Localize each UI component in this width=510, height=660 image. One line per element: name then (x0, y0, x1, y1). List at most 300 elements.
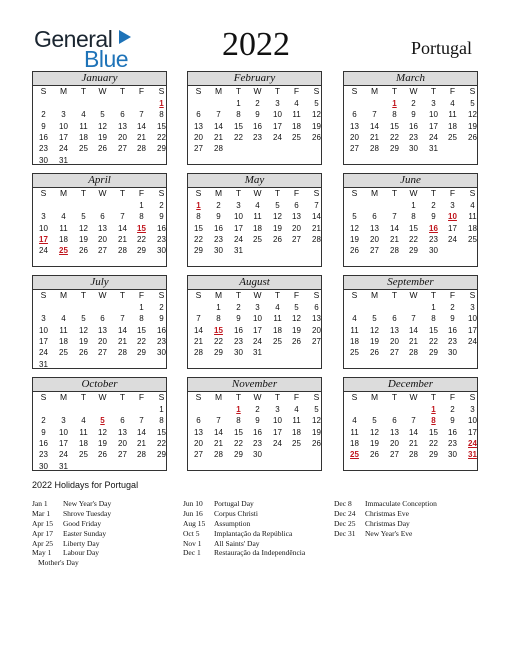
calendar-day: 12 (350, 223, 359, 233)
calendar-day: 6 (120, 416, 125, 426)
calendar-day: 11 (292, 110, 301, 120)
calendar-day: 6 (372, 212, 377, 222)
calendar-day: 16 (448, 427, 457, 437)
calendar-day: 18 (350, 336, 359, 346)
calendar-day: 17 (39, 336, 48, 346)
calendar-day: 6 (100, 212, 105, 222)
month-title: February (188, 72, 321, 86)
calendar-day: 7 (216, 416, 221, 426)
calendar-day: 12 (370, 325, 379, 335)
calendar-day: 22 (157, 438, 166, 448)
weekday-label: T (80, 188, 87, 198)
calendar-day: 14 (137, 121, 146, 131)
calendar-day: 8 (216, 314, 221, 324)
month-title: December (344, 378, 477, 392)
calendar-day: 28 (118, 348, 127, 358)
calendar-day: 29 (157, 144, 166, 154)
calendar-day: 13 (194, 121, 203, 131)
calendar-day: 5 (372, 416, 377, 426)
calendar-day: 26 (312, 132, 321, 142)
calendar-day: 28 (409, 450, 418, 460)
calendar-day: 12 (370, 427, 379, 437)
calendar-day: 18 (448, 121, 457, 131)
calendar-day: 21 (214, 438, 223, 448)
calendar-day: 21 (312, 223, 321, 233)
calendar-day: 22 (157, 132, 166, 142)
calendar-day: 13 (390, 427, 399, 437)
holiday-date: 1 (196, 201, 201, 210)
calendar-day: 5 (81, 212, 86, 222)
calendar-day: 29 (234, 450, 243, 460)
calendar-day: 13 (292, 212, 301, 222)
calendar-day: 27 (118, 144, 127, 154)
calendar-day: 30 (448, 348, 457, 358)
calendar-day: 25 (79, 144, 88, 154)
month-october (32, 377, 167, 471)
generalblue-logo (32, 24, 132, 70)
holiday-entry-date: Mar 1 (32, 508, 51, 518)
calendar-day: 12 (273, 212, 282, 222)
calendar-day: 5 (294, 303, 299, 312)
weekday-label: T (235, 290, 242, 300)
calendar-day: 20 (98, 336, 107, 346)
calendar-day: 14 (194, 325, 203, 335)
calendar-day: 20 (390, 438, 399, 448)
calendar-day: 16 (214, 223, 223, 233)
calendar-day: 15 (429, 325, 438, 335)
holiday-date: 1 (236, 405, 241, 414)
calendar-day: 2 (236, 303, 241, 312)
calendar-day: 15 (390, 121, 399, 131)
calendar-day: 9 (255, 416, 260, 426)
calendar-day: 17 (253, 325, 262, 335)
holiday-entry-date: Dec 31 (334, 528, 356, 538)
calendar-day: 19 (98, 438, 107, 448)
calendar-day: 27 (98, 348, 107, 358)
calendar-day: 7 (392, 212, 397, 222)
calendar-day: 27 (390, 450, 399, 460)
holiday-date: 8 (431, 416, 436, 426)
calendar-day: 19 (370, 438, 379, 448)
month-title: August (188, 276, 321, 290)
weekday-label: S (313, 290, 320, 300)
month-march (343, 71, 478, 165)
calendar-day: 9 (159, 212, 164, 222)
calendar-day: 6 (196, 110, 201, 120)
weekday-label: T (391, 290, 398, 300)
calendar-day: 16 (448, 325, 457, 335)
calendar-day: 2 (450, 303, 455, 312)
calendar-day: 10 (39, 223, 48, 233)
calendar-day: 31 (234, 246, 243, 256)
calendar-day: 18 (79, 132, 88, 142)
calendar-day: 4 (61, 314, 66, 324)
calendar-day: 4 (81, 110, 86, 120)
calendar-day: 22 (409, 234, 418, 244)
calendar-day: 22 (429, 336, 438, 346)
holiday-date: 15 (137, 223, 146, 233)
weekday-label: T (235, 392, 242, 402)
calendar-day: 26 (370, 348, 379, 358)
calendar-day: 15 (429, 427, 438, 437)
calendar-day: 25 (468, 234, 477, 244)
holiday-entry-name: Shrove Tuesday (63, 508, 112, 518)
calendar-day: 14 (409, 427, 418, 437)
calendar-day: 29 (429, 450, 438, 460)
weekday-label: M (59, 392, 68, 402)
calendar-day: 19 (468, 121, 477, 131)
calendar-day: 4 (275, 303, 280, 312)
calendar-day: 4 (470, 201, 475, 210)
month-title: June (344, 174, 477, 188)
calendar-day: 27 (98, 246, 107, 256)
calendar-day: 25 (292, 132, 301, 142)
calendar-day: 10 (234, 212, 243, 222)
calendar-day: 3 (470, 405, 475, 414)
calendar-day: 14 (214, 427, 223, 437)
weekday-label: S (40, 392, 47, 402)
calendar-day: 14 (214, 121, 223, 131)
calendar-day: 17 (59, 132, 68, 142)
weekday-label: T (391, 86, 398, 96)
calendar-day: 19 (312, 427, 321, 437)
weekday-label: W (253, 188, 262, 198)
weekday-label: T (391, 188, 398, 198)
holiday-date: 15 (214, 325, 223, 335)
weekday-label: M (214, 392, 223, 402)
calendar-day: 8 (159, 416, 164, 426)
calendar-day: 18 (273, 325, 282, 335)
calendar-day: 27 (370, 246, 379, 256)
calendar-day: 23 (39, 450, 48, 460)
weekday-label: S (158, 188, 165, 198)
calendar-day: 19 (312, 121, 321, 131)
calendar-day: 12 (292, 314, 301, 324)
month-august (187, 275, 322, 369)
calendar-day: 29 (409, 246, 418, 256)
holiday-date: 17 (39, 234, 48, 244)
calendar-day: 17 (234, 223, 243, 233)
calendar-day: 30 (253, 450, 262, 460)
weekday-label: T (430, 290, 437, 300)
calendar-day: 4 (450, 99, 455, 108)
weekday-label: S (313, 392, 320, 402)
month-grid (32, 71, 478, 471)
holiday-entry-date: Jun 16 (183, 508, 203, 518)
calendar-day: 21 (370, 132, 379, 142)
weekday-label: F (293, 290, 300, 300)
calendar-day: 22 (429, 438, 438, 448)
calendar-day: 18 (292, 427, 301, 437)
weekday-label: W (409, 188, 418, 198)
calendar-day: 12 (468, 110, 477, 120)
weekday-label: S (313, 86, 320, 96)
calendar-day: 30 (429, 246, 438, 256)
weekday-label: M (59, 188, 68, 198)
calendar-day: 17 (448, 223, 457, 233)
calendar-day: 21 (409, 336, 418, 346)
calendar-day: 3 (275, 99, 280, 108)
weekday-label: T (274, 392, 281, 402)
weekday-label: F (449, 392, 456, 402)
calendar-day: 2 (41, 110, 46, 120)
calendar-day: 21 (194, 336, 203, 346)
calendar-day: 3 (255, 303, 260, 312)
holiday-entry-name: New Year's Day (63, 499, 112, 508)
holiday-entry-date: Dec 1 (183, 548, 201, 558)
calendar-day: 24 (39, 348, 48, 358)
holiday-entry-name: Implantação da República (214, 528, 293, 538)
calendar-day: 10 (429, 110, 438, 120)
calendar-day: 31 (39, 359, 48, 369)
calendar-day: 28 (137, 450, 146, 460)
weekday-label: S (469, 86, 476, 96)
calendar-day: 22 (390, 132, 399, 142)
calendar-day: 10 (253, 314, 262, 324)
weekday-label: S (195, 86, 202, 96)
month-july (32, 275, 167, 369)
calendar-day: 14 (137, 427, 146, 437)
weekday-label: S (195, 188, 202, 198)
calendar-day: 4 (352, 314, 357, 324)
calendar-day: 29 (390, 144, 399, 154)
weekday-label: T (119, 86, 126, 96)
calendar-day: 21 (409, 438, 418, 448)
weekday-label: W (98, 188, 107, 198)
month-title: May (188, 174, 321, 188)
month-may (187, 173, 322, 267)
calendar-day: 27 (390, 348, 399, 358)
calendar-day: 12 (98, 427, 107, 437)
calendar-day: 30 (157, 348, 166, 358)
calendar-day: 16 (39, 438, 48, 448)
holiday-entry-name: Immaculate Conception (365, 499, 437, 508)
calendar-day: 6 (196, 416, 201, 426)
calendar-day: 19 (350, 234, 359, 244)
weekday-label: T (274, 290, 281, 300)
calendar-day: 8 (139, 314, 144, 324)
holiday-entry-date: Jan 1 (32, 499, 48, 508)
calendar-day: 22 (234, 132, 243, 142)
calendar-day: 29 (137, 348, 146, 358)
calendar-day: 1 (431, 303, 436, 312)
weekday-label: S (40, 290, 47, 300)
calendar-day: 22 (137, 234, 146, 244)
calendar-day: 19 (370, 336, 379, 346)
calendar-day: 28 (137, 144, 146, 154)
weekday-label: S (40, 86, 47, 96)
month-june (343, 173, 478, 267)
calendar-day: 20 (194, 132, 203, 142)
weekday-label: S (469, 392, 476, 402)
calendar-day: 17 (468, 427, 477, 437)
weekday-label: F (293, 392, 300, 402)
month-february (187, 71, 322, 165)
calendar-day: 31 (59, 155, 68, 165)
calendar-day: 20 (118, 438, 127, 448)
calendar-day: 10 (59, 427, 68, 437)
holiday-date: 10 (448, 212, 457, 222)
holiday-date: 31 (468, 450, 477, 460)
holiday-entry-name: Labour Day (63, 548, 100, 558)
calendar-day: 3 (275, 405, 280, 414)
calendar-day: 20 (370, 234, 379, 244)
logo-triangle-icon (119, 30, 131, 44)
calendar-day: 8 (159, 110, 164, 120)
calendar-day: 5 (314, 99, 319, 108)
weekday-label: M (370, 392, 379, 402)
calendar-day: 1 (159, 405, 164, 414)
calendar-day: 3 (61, 110, 66, 120)
weekday-label: F (293, 86, 300, 96)
weekday-label: S (351, 86, 358, 96)
calendar-day: 5 (81, 314, 86, 324)
calendar-day: 5 (470, 99, 475, 108)
calendar-day: 29 (214, 348, 223, 358)
calendar-day: 7 (120, 314, 125, 324)
calendar-day: 26 (370, 450, 379, 460)
calendar-day: 20 (390, 336, 399, 346)
weekday-label: S (40, 188, 47, 198)
calendar-day: 11 (79, 121, 88, 131)
calendar-day: 2 (431, 201, 436, 210)
holiday-entry-name: New Year's Eve (365, 528, 413, 538)
calendar-day: 7 (372, 110, 377, 120)
calendar-day: 19 (79, 234, 88, 244)
calendar-day: 15 (157, 121, 166, 131)
holiday-date: 24 (468, 438, 477, 448)
calendar-day: 14 (409, 325, 418, 335)
calendar-day: 17 (59, 438, 68, 448)
weekday-label: M (59, 290, 68, 300)
calendar-day: 7 (314, 201, 319, 210)
calendar-day: 13 (118, 121, 127, 131)
calendar-day: 6 (100, 314, 105, 324)
calendar-day: 18 (253, 223, 262, 233)
weekday-label: T (274, 86, 281, 96)
calendar-day: 30 (409, 144, 418, 154)
calendar-day: 5 (314, 405, 319, 414)
calendar-day: 26 (79, 348, 88, 358)
calendar-day: 24 (59, 144, 68, 154)
calendar-day: 9 (450, 416, 455, 426)
weekday-label: W (409, 86, 418, 96)
calendar-day: 8 (431, 314, 436, 324)
calendar-day: 27 (118, 450, 127, 460)
calendar-day: 15 (157, 427, 166, 437)
calendar-day: 13 (312, 314, 321, 324)
month-title: April (33, 174, 166, 188)
calendar-day: 17 (273, 121, 282, 131)
calendar-day: 27 (292, 234, 301, 244)
holiday-date: 25 (59, 246, 68, 256)
weekday-label: S (158, 290, 165, 300)
calendar-day: 25 (448, 132, 457, 142)
weekday-label: T (80, 86, 87, 96)
calendar-day: 14 (118, 223, 127, 233)
holiday-date: 1 (159, 99, 164, 108)
calendar-day: 25 (292, 438, 301, 448)
calendar-day: 11 (448, 110, 457, 120)
calendar-day: 31 (59, 461, 68, 471)
calendar-day: 5 (352, 212, 357, 222)
calendar-day: 10 (273, 416, 282, 426)
calendar-day: 10 (273, 110, 282, 120)
calendar-day: 24 (273, 132, 282, 142)
calendar-day: 11 (292, 416, 301, 426)
calendar-day: 7 (411, 314, 416, 324)
calendar-day: 30 (157, 246, 166, 256)
logo-word-general: General (34, 26, 113, 52)
weekday-label: S (351, 392, 358, 402)
weekday-label: T (235, 86, 242, 96)
calendar-day: 13 (390, 325, 399, 335)
calendar-day: 13 (350, 121, 359, 131)
weekday-label: T (80, 290, 87, 300)
calendar-day: 12 (98, 121, 107, 131)
weekday-label: W (98, 86, 107, 96)
calendar-day: 25 (59, 348, 68, 358)
calendar-day: 4 (255, 201, 260, 210)
calendar-day: 15 (194, 223, 203, 233)
calendar-day: 8 (236, 110, 241, 120)
month-title: January (33, 72, 166, 86)
weekday-label: M (370, 290, 379, 300)
month-december (343, 377, 478, 471)
holiday-entry-name: All Saints' Day (214, 538, 260, 548)
calendar-day: 10 (39, 325, 48, 335)
weekday-label: M (214, 188, 223, 198)
holiday-entry-name: Assumption (214, 518, 251, 528)
calendar-day: 12 (79, 223, 88, 233)
calendar-day: 13 (370, 223, 379, 233)
calendar-day: 11 (59, 325, 68, 335)
calendar-country: Portugal (411, 38, 472, 58)
calendar-day: 27 (194, 144, 203, 154)
calendar-day: 26 (350, 246, 359, 256)
calendar-day: 7 (120, 212, 125, 222)
calendar-day: 18 (59, 234, 68, 244)
weekday-label: W (409, 290, 418, 300)
calendar-day: 11 (350, 427, 359, 437)
calendar-day: 23 (448, 336, 457, 346)
calendar-day: 14 (390, 223, 399, 233)
calendar-day: 20 (194, 438, 203, 448)
holiday-entry-date: Jun 10 (183, 499, 203, 508)
holiday-date: 1 (431, 405, 436, 414)
holiday-date: 25 (350, 450, 359, 460)
calendar-day: 29 (429, 348, 438, 358)
weekday-label: F (293, 188, 300, 198)
weekday-label: S (351, 290, 358, 300)
weekday-label: S (195, 392, 202, 402)
calendar-day: 11 (253, 212, 262, 222)
calendar-day: 17 (273, 427, 282, 437)
weekday-label: S (351, 188, 358, 198)
calendar-day: 25 (350, 348, 359, 358)
calendar-day: 4 (81, 416, 86, 426)
calendar-day: 28 (390, 246, 399, 256)
calendar-day: 24 (39, 246, 48, 256)
calendar-day: 4 (61, 212, 66, 222)
calendar-day: 14 (312, 212, 321, 222)
calendar-day: 3 (470, 303, 475, 312)
calendar-day: 15 (409, 223, 418, 233)
month-april (32, 173, 167, 267)
calendar-day: 16 (157, 223, 166, 233)
weekday-label: T (430, 188, 437, 198)
calendar-day: 16 (234, 325, 243, 335)
